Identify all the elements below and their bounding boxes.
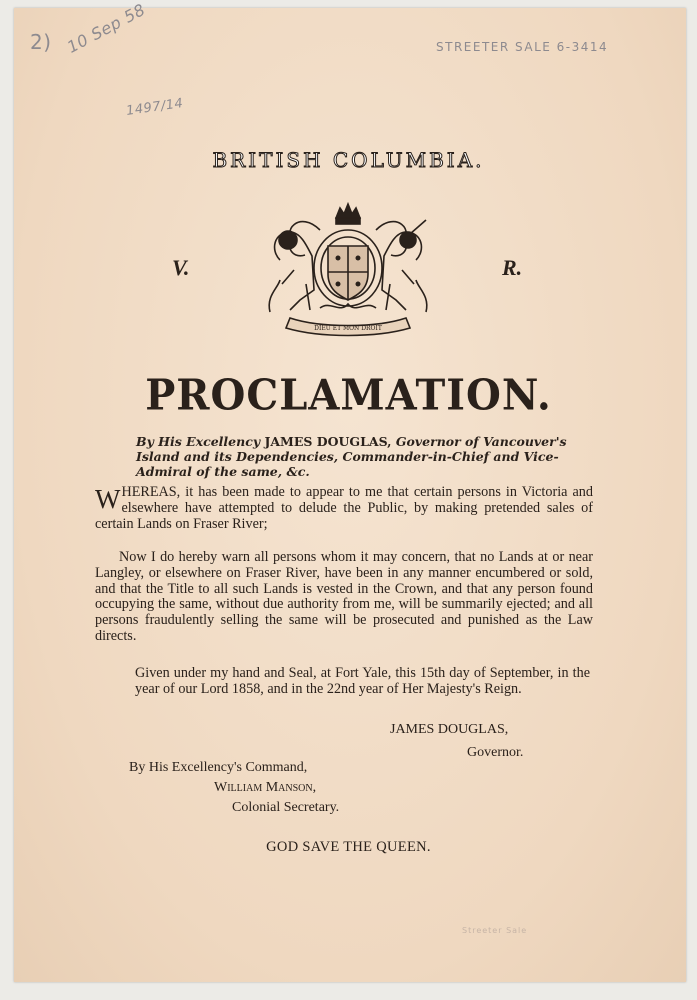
crest-motto: DIEU ET MON DROIT [314, 325, 382, 332]
royal-cipher-left: V. [172, 255, 190, 280]
proclamation-title: PROCLAMATION. [145, 370, 552, 421]
secretary-title: Colonial Secretary. [232, 800, 340, 815]
paragraph-given-under-seal: Given under my hand and Seal, at Fort Yale, this 15th day of September, in the year of our Lord 1858, and in the 22nd year of Her Majesty's Reign. [135, 665, 590, 697]
pencil-inventory-note: 1497/14 [125, 96, 185, 119]
pencil-sale-note: STREETER SALE 6-3414 [436, 40, 609, 54]
paragraph-whereas [95, 485, 593, 532]
royal-coat-of-arms-icon [260, 200, 436, 340]
drop-capital: W [95, 484, 121, 514]
faint-footer-stamp: Streeter Sale [462, 926, 528, 935]
byline-governor-name: JAMES DOUGLAS, [264, 434, 392, 449]
pencil-item-number: 2) [30, 30, 52, 54]
paragraph-whereas-text: HEREAS, it has been made to appear to me that certain persons in Victoria and elsewhere have attempted to delude the Public, by making pretended sales of certain Lands on Fraser River; [95, 484, 593, 532]
secretary-name: William Manson, [214, 780, 317, 795]
byline-start: By His Excellency [136, 434, 265, 449]
pencil-date-note: 10 Sep 58 [64, 0, 149, 57]
command-line: By His Excellency's Command, [129, 760, 308, 775]
closing-line: GOD SAVE THE QUEEN. [266, 839, 431, 855]
signature-name: JAMES DOUGLAS, [390, 722, 509, 737]
byline-titles: Governor of Vancouver's Island and its Dependencies, Commander-in-Chief and Vice-Admiral of the same, &c. [136, 434, 567, 479]
paragraph-warning: Now I do hereby warn all persons whom it may concern, that no Lands at or near Langley, or elsewhere on Fraser River, have been in any manner encumbered or sold, and that the Title to all such Lands is vested in the Crown, and that any person found occupying the same, without due authority from me, will be summarily ejected; and all persons fraudulently selling the same will be prosecuted and punished as the Law directs. [95, 549, 593, 644]
signature-title: Governor. [467, 745, 524, 760]
colony-heading: BRITISH COLUMBIA. [212, 148, 485, 172]
royal-cipher-right: R. [502, 255, 523, 280]
issuer-byline [136, 434, 606, 479]
